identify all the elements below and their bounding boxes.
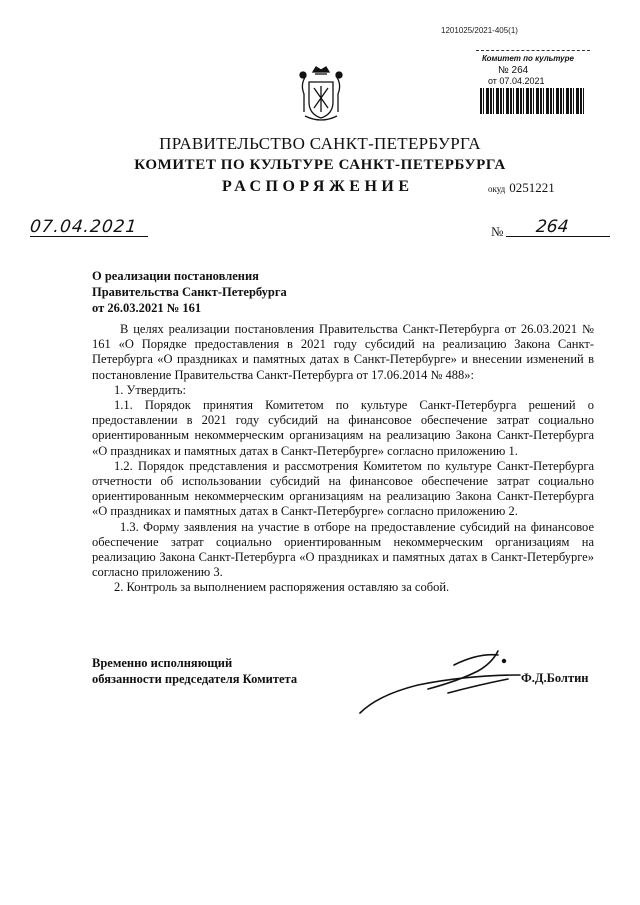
handwritten-number: 264 bbox=[534, 217, 570, 237]
committee-title: КОМИТЕТ ПО КУЛЬТУРЕ САНКТ-ПЕТЕРБУРГА bbox=[134, 157, 506, 173]
subject-line: О реализации постановления bbox=[92, 269, 259, 283]
paragraph-1-3: 1.3. Форму заявления на участие в отборе на предоставление субсидий на финансовое обеспечение затрат социально ориентированным некоммерческим организациям на реализацию Закона Санкт-Петербурга «О праздниках и памятных датах в Санкт-Петербурге» согласно приложению 3. bbox=[92, 519, 594, 580]
subject-line: от 26.03.2021 № 161 bbox=[92, 301, 202, 315]
subject-block bbox=[92, 268, 287, 316]
document-type: РАСПОРЯЖЕНИЕ bbox=[222, 178, 414, 195]
stamp-divider bbox=[476, 50, 590, 51]
subject-line: Правительства Санкт-Петербурга bbox=[92, 285, 287, 299]
paragraph-1-2: 1.2. Порядок представления и рассмотрения Комитетом по культуре Санкт-Петербурга отчетности об использовании субсидий на финансовое обеспечение затрат социально ориентированным некоммерческим организациям на реализацию Закона Санкт-Петербурга «О праздниках и памятных датах в Санкт-Петербурге» согласно приложению 2. bbox=[92, 458, 594, 519]
barcode-icon bbox=[480, 88, 586, 114]
number-underline bbox=[506, 236, 610, 237]
stamp-title: Комитет по культуре bbox=[482, 54, 574, 63]
stamp-number: № 264 bbox=[498, 65, 529, 76]
okud-value: 0251221 bbox=[509, 180, 555, 195]
signatory-title bbox=[92, 655, 297, 687]
signatory-name: Ф.Д.Болтин bbox=[521, 671, 589, 685]
handwritten-date: 07.04.2021 bbox=[28, 217, 139, 237]
date-underline bbox=[30, 236, 148, 237]
paragraph-control: 2. Контроль за выполнением распоряжения оставляю за собой. bbox=[114, 580, 450, 595]
coat-of-arms-icon bbox=[296, 64, 346, 126]
paragraph-1-1: 1.1. Порядок принятия Комитетом по культуре Санкт-Петербурга решений о предоставлении в 2021 году субсидий на финансовое обеспечение затрат социально ориентированным некоммерческим организациям на реализацию Закона Санкт-Петербурга «О праздниках и памятных датах в Санкт-Петербурге» согласно приложению 1. bbox=[92, 398, 594, 458]
signatory-title-line: обязанности председателя Комитета bbox=[92, 672, 298, 686]
okud-label: окуд bbox=[488, 184, 506, 194]
government-title: ПРАВИТЕЛЬСТВО САНКТ-ПЕТЕРБУРГА bbox=[159, 134, 481, 153]
registration-number: 1201025/2021-405(1) bbox=[441, 26, 518, 35]
okud-code bbox=[488, 180, 555, 196]
paragraph-preamble: В целях реализации постановления Правительства Санкт-Петербурга от 26.03.2021 № 161 «О Порядке предоставления в 2021 году субсидий на реализацию Закона Санкт-Петербурга «О праздниках и памятных датах в Санкт-Петербурге» и внесении изменений в постановление Правительства Санкт-Петербурга от 17.06.2014 № 488»: bbox=[92, 322, 594, 382]
signatory-title-line: Временно исполняющий bbox=[92, 656, 233, 670]
paragraph-approve: 1. Утвердить: bbox=[114, 382, 186, 397]
stamp-date: от 07.04.2021 bbox=[488, 76, 545, 86]
signature-icon bbox=[358, 645, 528, 715]
body-text bbox=[92, 322, 594, 596]
number-label: № bbox=[491, 224, 504, 239]
